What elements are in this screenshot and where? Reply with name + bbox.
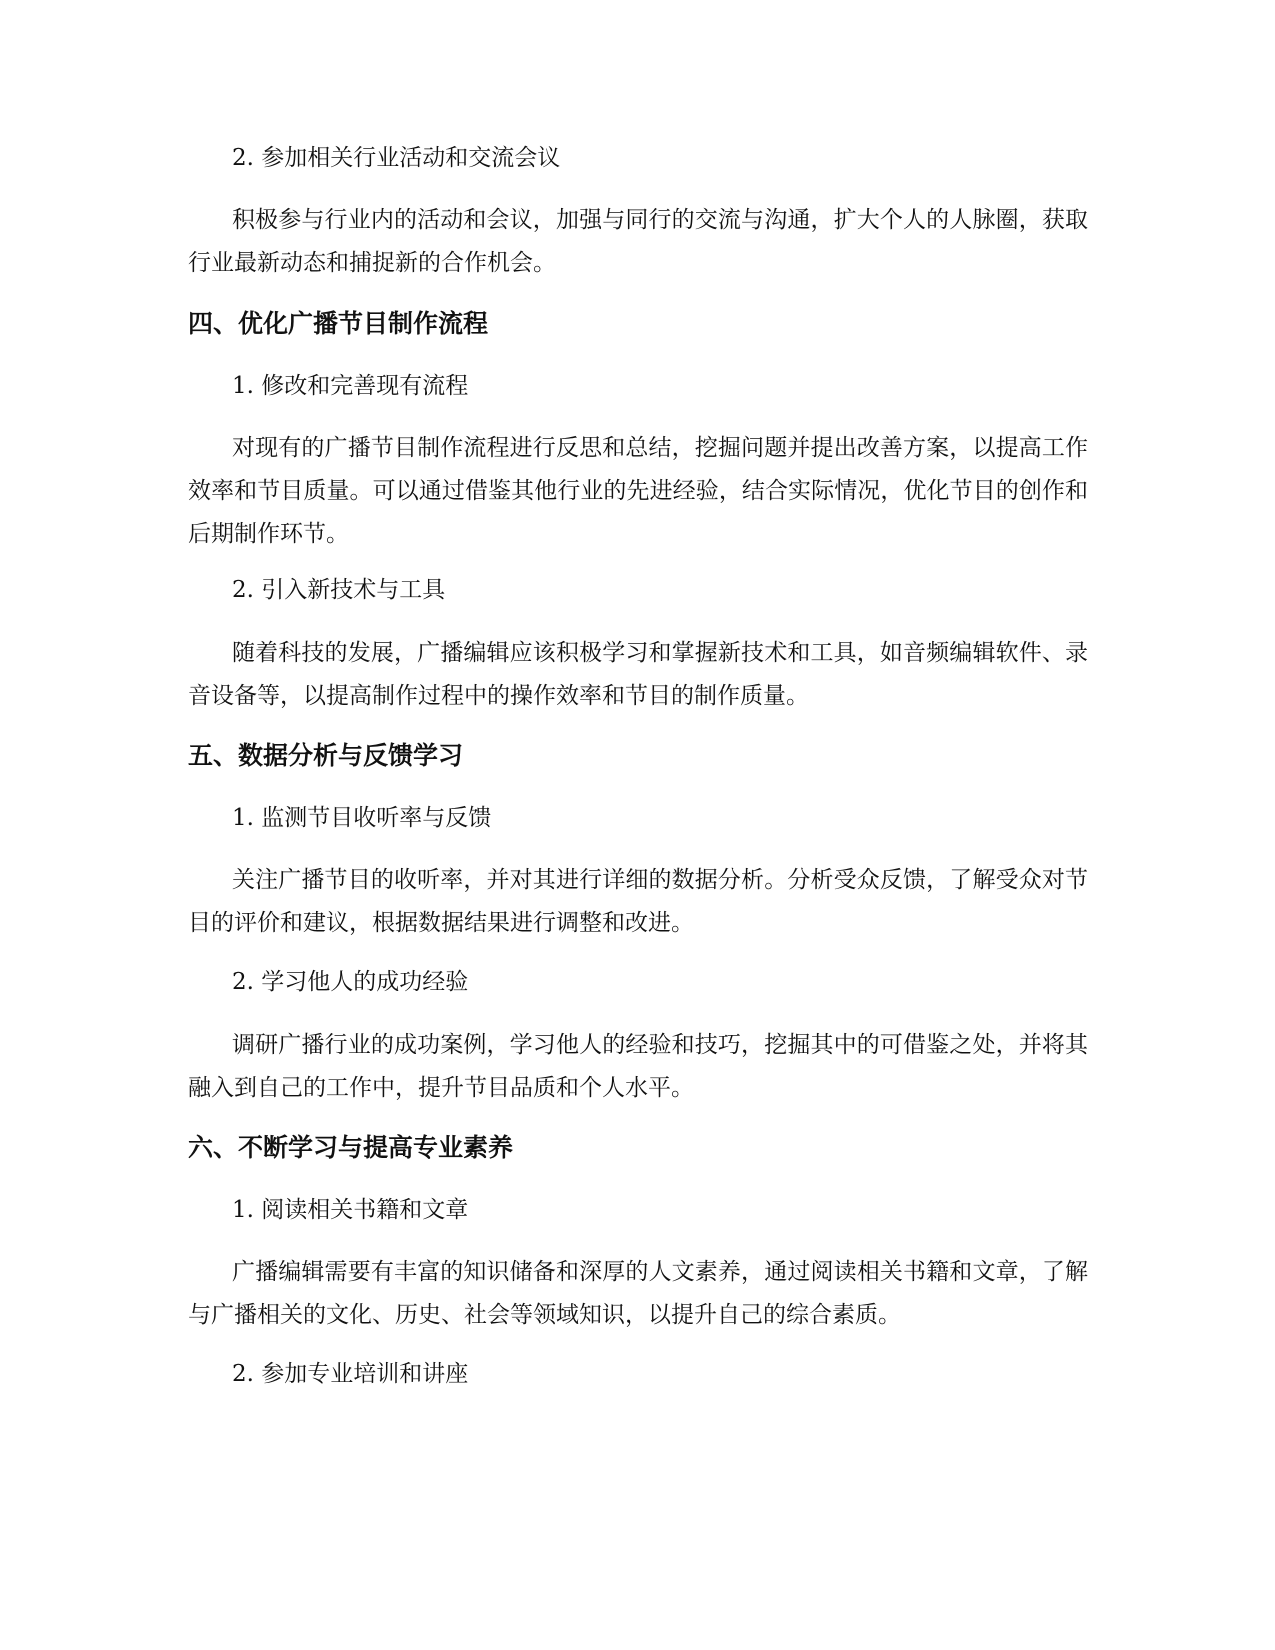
section-heading-4: 四、优化广播节目制作流程: [188, 309, 489, 338]
list-item-new-tools: 2. 引入新技术与工具: [232, 577, 446, 603]
list-item-ratings: 1. 监测节目收听率与反馈: [232, 805, 492, 831]
paragraph-success-cases: 调研广播行业的成功案例，学习他人的经验和技巧，挖掘其中的可借鉴之处，并将其融入到自己的工作中，提升节目品质和个人水平。: [188, 1032, 1088, 1101]
list-item-improve-process: 1. 修改和完善现有流程: [232, 373, 469, 399]
section-heading-6: 六、不断学习与提高专业素养: [188, 1133, 514, 1162]
section-heading-5: 五、数据分析与反馈学习: [188, 741, 464, 770]
list-item-reading: 1. 阅读相关书籍和文章: [232, 1197, 469, 1223]
paragraph-ratings: 关注广播节目的收听率，并对其进行详细的数据分析。分析受众反馈，了解受众对节目的评价和建议，根据数据结果进行调整和改进。: [188, 867, 1088, 936]
paragraph-industry-events: 积极参与行业内的活动和会议，加强与同行的交流与沟通，扩大个人的人脉圈，获取行业最新动态和捕捉新的合作机会。: [188, 207, 1088, 276]
list-item-training: 2. 参加专业培训和讲座: [232, 1361, 469, 1387]
list-item-industry-events: 2. 参加相关行业活动和交流会议: [232, 145, 561, 171]
paragraph-new-tools: 随着科技的发展，广播编辑应该积极学习和掌握新技术和工具，如音频编辑软件、录音设备等，以提高制作过程中的操作效率和节目的制作质量。: [188, 640, 1088, 709]
paragraph-reading: 广播编辑需要有丰富的知识储备和深厚的人文素养，通过阅读相关书籍和文章，了解与广播相关的文化、历史、社会等领域知识，以提升自己的综合素质。: [188, 1259, 1088, 1328]
paragraph-improve-process: 对现有的广播节目制作流程进行反思和总结，挖掘问题并提出改善方案，以提高工作效率和节目质量。可以通过借鉴其他行业的先进经验，结合实际情况，优化节目的创作和后期制作环节。: [188, 435, 1088, 547]
list-item-success-cases: 2. 学习他人的成功经验: [232, 969, 469, 995]
